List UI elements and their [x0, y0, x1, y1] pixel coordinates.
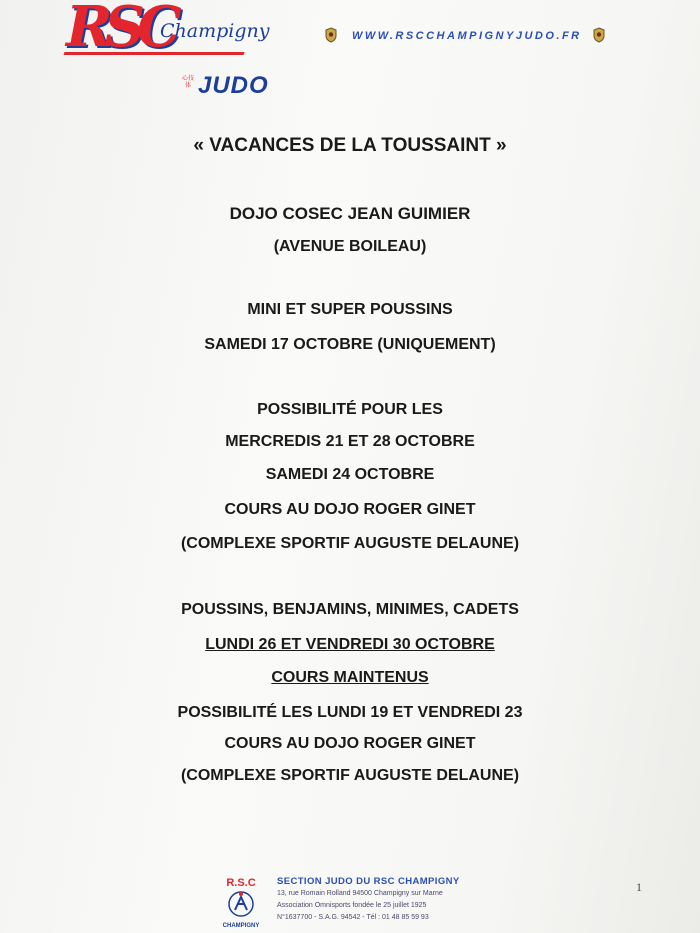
venue-name: DOJO COSEC JEAN GUIMIER [229, 204, 471, 223]
logo-rsc-text: RSC [66, 0, 174, 60]
crest-icon [324, 27, 338, 43]
footer-association: Association Omnisports fondée le 25 juillet 1925 [277, 902, 427, 909]
logo-judo-text: JUDO [198, 72, 269, 99]
schedule-line: SAMEDI 17 OCTOBRE (UNIQUEMENT) [204, 336, 496, 353]
courses-maintained: COURS MAINTENUS [271, 669, 429, 686]
venue-line: (COMPLEXE SPORTIF AUGUSTE DELAUNE) [180, 767, 520, 784]
footer-registration: N°1637700 - S.A.G. 94542 - Tél : 01 48 85 59 93 [277, 914, 429, 921]
schedule-line: MERCREDIS 21 ET 28 OCTOBRE [225, 433, 475, 450]
venue-line: (COMPLEXE SPORTIF AUGUSTE DELAUNE) [180, 535, 520, 552]
footer [215, 873, 515, 933]
venue-address: (AVENUE BOILEAU) [273, 238, 427, 255]
rsc-judo-logo [62, 0, 270, 110]
footer-address: 13, rue Romain Rolland 94500 Champigny sur Marne [277, 890, 443, 897]
option-line: POSSIBILITÉ LES LUNDI 19 ET VENDREDI 23 [177, 704, 523, 721]
page-number: 1 [636, 880, 642, 894]
website-url: WWW.RSCCHAMPIGNYJUDO.FR [352, 30, 582, 42]
logo-champigny-text: Champigny [160, 20, 270, 42]
option-heading: POSSIBILITÉ POUR LES [257, 401, 443, 418]
footer-organization-name: SECTION JUDO DU RSC CHAMPIGNY [277, 876, 460, 887]
group-heading: POUSSINS, BENJAMINS, MINIMES, CADETS [181, 601, 519, 618]
emblem-top-text: R.S.C [226, 877, 256, 889]
schedule-line: SAMEDI 24 OCTOBRE [265, 466, 435, 483]
notice-title: « VACANCES DE LA TOUSSAINT » [193, 135, 507, 156]
rsc-champigny-emblem-icon [215, 873, 267, 931]
schedule-line-underlined: LUNDI 26 ET VENDREDI 30 OCTOBRE [205, 636, 495, 653]
logo-kanji: 心技体 [182, 76, 195, 89]
crest-icon [592, 27, 606, 43]
venue-line: COURS AU DOJO ROGER GINET [224, 501, 476, 518]
venue-line: COURS AU DOJO ROGER GINET [224, 735, 476, 752]
group-heading: MINI ET SUPER POUSSINS [247, 301, 453, 318]
emblem-bottom-text: CHAMPIGNY [222, 923, 260, 929]
